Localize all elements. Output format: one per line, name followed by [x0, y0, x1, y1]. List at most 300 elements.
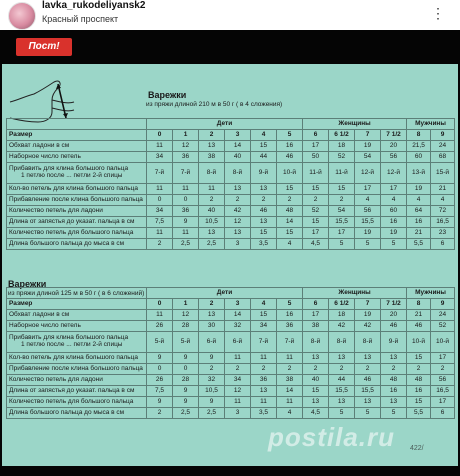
size-table-1 [6, 118, 455, 250]
cell-value: 52 [303, 206, 329, 217]
table1-size-11: 9 [431, 130, 455, 141]
cell-value: 11 [173, 228, 199, 239]
row-label-line: Кол-во петель для клина большого пальца [9, 353, 138, 361]
row-label [7, 408, 147, 419]
table1-group-blank [7, 119, 147, 130]
location-tag[interactable]: Красный проспект [42, 14, 119, 24]
cell-value: 16 [407, 217, 431, 228]
table2-group-women: Женщины [303, 288, 407, 299]
cell-value: 5 [381, 239, 407, 250]
cell-value: 15 [329, 184, 355, 195]
cell-value: 21,5 [407, 141, 431, 152]
cell-value: 13 [251, 386, 277, 397]
table1-size-1: 1 [173, 130, 199, 141]
cell-value: 24 [431, 310, 455, 321]
cell-value: 6 [431, 408, 455, 419]
cell-value: 10-й [407, 332, 431, 353]
cell-value: 4 [381, 195, 407, 206]
row-label-line: Прибавить для клина большого пальца [9, 334, 129, 342]
cell-value: 15 [251, 228, 277, 239]
cell-value: 34 [225, 375, 251, 386]
table2-size-header: Размер [7, 299, 147, 310]
cell-value: 48 [277, 206, 303, 217]
cell-value: 2 [407, 364, 431, 375]
cell-value: 5 [329, 408, 355, 419]
row-label-line: Длина большого пальца до мыса в см [9, 239, 125, 247]
cell-value: 9-й [381, 332, 407, 353]
cell-value: 9 [173, 397, 199, 408]
cell-value: 4,5 [303, 408, 329, 419]
cell-value: 18 [329, 310, 355, 321]
table-row [7, 206, 455, 217]
cell-value: 68 [431, 152, 455, 163]
cell-value: 12 [173, 310, 199, 321]
cell-value: 16 [381, 386, 407, 397]
cell-value: 42 [355, 321, 381, 332]
row-label-line: Прибавить для клина большого пальца [9, 165, 129, 173]
cell-value: 17 [381, 184, 407, 195]
cell-value: 6-й [199, 332, 225, 353]
cell-value: 2 [303, 364, 329, 375]
cell-value: 56 [355, 206, 381, 217]
cell-value: 0 [147, 195, 173, 206]
cell-value: 36 [173, 152, 199, 163]
cell-value: 54 [355, 152, 381, 163]
cell-value: 19 [355, 228, 381, 239]
cell-value: 42 [329, 321, 355, 332]
cell-value: 2,5 [173, 408, 199, 419]
cell-value: 11 [147, 228, 173, 239]
cell-value: 16,5 [431, 217, 455, 228]
cell-value: 13 [251, 184, 277, 195]
cell-value: 2 [329, 364, 355, 375]
table2-group-men: Мужчины [407, 288, 455, 299]
row-label [7, 217, 147, 228]
avatar[interactable] [8, 2, 36, 30]
cell-value: 11 [251, 353, 277, 364]
cell-value: 13 [225, 228, 251, 239]
cell-value: 5-й [173, 332, 199, 353]
cell-value: 4 [431, 195, 455, 206]
cell-value: 15,5 [329, 386, 355, 397]
table1-subtitle: из пряжи длиной 210 м в 50 г ( в 4 сложения) [146, 101, 283, 108]
cell-value: 56 [431, 375, 455, 386]
cell-value: 32 [199, 375, 225, 386]
row-label [7, 163, 147, 184]
row-label [7, 239, 147, 250]
cell-value: 7-й [173, 163, 199, 184]
row-label [7, 195, 147, 206]
row-label-line: Обхват ладони в см [9, 310, 70, 318]
cell-value: 40 [303, 375, 329, 386]
row-label-line: Наборное число петель [9, 152, 81, 160]
cell-value: 8-й [355, 332, 381, 353]
cell-value: 20 [381, 141, 407, 152]
more-options-icon[interactable]: ⋮ [431, 5, 446, 21]
cell-value: 15-й [431, 163, 455, 184]
cell-value: 14 [277, 386, 303, 397]
cell-value: 44 [251, 152, 277, 163]
cell-value: 46 [277, 152, 303, 163]
table2-size-9: 7 1/2 [381, 299, 407, 310]
table2-size-7: 6 1/2 [329, 299, 355, 310]
table1-size-10: 8 [407, 130, 431, 141]
cell-value: 21 [431, 184, 455, 195]
row-label-line: Наборное число петель [9, 321, 81, 329]
row-label [7, 141, 147, 152]
cell-value: 3,5 [251, 239, 277, 250]
cell-value: 32 [225, 321, 251, 332]
cell-value: 12 [225, 217, 251, 228]
row-label-line: Количество петель для ладони [9, 375, 103, 383]
cell-value: 34 [251, 321, 277, 332]
cell-value: 44 [329, 375, 355, 386]
cell-value: 17 [329, 228, 355, 239]
table2-size-2: 2 [199, 299, 225, 310]
table1-size-0: 0 [147, 130, 173, 141]
cell-value: 17 [431, 397, 455, 408]
cell-value: 15,5 [329, 217, 355, 228]
cell-value: 36 [277, 321, 303, 332]
cell-value: 26 [147, 321, 173, 332]
cell-value: 2 [277, 364, 303, 375]
cell-value: 11 [225, 353, 251, 364]
cell-value: 9 [173, 386, 199, 397]
cell-value: 18 [329, 141, 355, 152]
cell-value: 15 [251, 141, 277, 152]
cell-value: 15 [251, 310, 277, 321]
cell-value: 36 [173, 206, 199, 217]
cell-value: 2 [147, 408, 173, 419]
row-label-line: Обхват ладони в см [9, 141, 70, 149]
cell-value: 52 [329, 152, 355, 163]
cell-value: 28 [173, 375, 199, 386]
cell-value: 11 [147, 184, 173, 195]
cell-value: 40 [225, 152, 251, 163]
cell-value: 46 [251, 206, 277, 217]
cell-value: 16,5 [431, 386, 455, 397]
cell-value: 23 [431, 228, 455, 239]
cell-value: 12 [173, 141, 199, 152]
cell-value: 11 [147, 310, 173, 321]
row-label [7, 184, 147, 195]
cell-value: 48 [407, 375, 431, 386]
cell-value: 10-й [277, 163, 303, 184]
cell-value: 0 [147, 364, 173, 375]
cell-value: 15 [303, 217, 329, 228]
cell-value: 24 [431, 141, 455, 152]
cell-value: 15,5 [355, 386, 381, 397]
post-header [0, 0, 460, 30]
cell-value: 17 [431, 353, 455, 364]
table2-size-3: 3 [225, 299, 251, 310]
cell-value: 13 [355, 353, 381, 364]
cell-value: 2 [303, 195, 329, 206]
cell-value: 48 [381, 375, 407, 386]
table-row [7, 228, 455, 239]
size-table-2 [6, 287, 455, 419]
table1-size-2: 2 [199, 130, 225, 141]
cell-value: 8-й [225, 163, 251, 184]
cell-value: 13 [225, 184, 251, 195]
row-label [7, 364, 147, 375]
cell-value: 56 [381, 152, 407, 163]
cell-value: 14 [277, 217, 303, 228]
table-row [7, 163, 455, 184]
cell-value: 15 [303, 184, 329, 195]
cell-value: 2 [225, 364, 251, 375]
cell-value: 38 [277, 375, 303, 386]
cell-value: 26 [147, 375, 173, 386]
cell-value: 2 [225, 195, 251, 206]
cell-value: 9 [199, 397, 225, 408]
table1-size-7: 6 1/2 [329, 130, 355, 141]
cell-value: 3 [225, 408, 251, 419]
post-badge: Пост! [16, 38, 72, 56]
cell-value: 4 [277, 239, 303, 250]
cell-value: 30 [199, 321, 225, 332]
cell-value: 15 [303, 386, 329, 397]
cell-value: 34 [147, 206, 173, 217]
cell-value: 13 [303, 353, 329, 364]
cell-value: 11 [251, 397, 277, 408]
cell-value: 2 [199, 195, 225, 206]
table1-title: Варежки [148, 90, 187, 100]
cell-value: 28 [173, 321, 199, 332]
table2-subtitle: из пряжи длиной 125 м в 50 г ( в 6 сложений) [8, 290, 145, 297]
cell-value: 7,5 [147, 386, 173, 397]
row-label-line: Кол-во петель для клина большого пальца [9, 184, 138, 192]
cell-value: 9 [173, 217, 199, 228]
cell-value: 2 [199, 364, 225, 375]
row-label [7, 397, 147, 408]
table1-group-men: Мужчины [407, 119, 455, 130]
cell-value: 72 [431, 206, 455, 217]
row-label [7, 152, 147, 163]
table-row [7, 386, 455, 397]
cell-value: 8-й [303, 332, 329, 353]
cell-value: 16 [407, 386, 431, 397]
cell-value: 19 [407, 184, 431, 195]
row-label [7, 228, 147, 239]
cell-value: 9 [147, 353, 173, 364]
cell-value: 17 [303, 310, 329, 321]
table2-group-blank [7, 288, 147, 299]
cell-value: 8-й [329, 332, 355, 353]
cell-value: 60 [381, 206, 407, 217]
cell-value: 21 [407, 310, 431, 321]
cell-value: 9 [199, 353, 225, 364]
cell-value: 14 [225, 310, 251, 321]
table2-size-11: 9 [431, 299, 455, 310]
cell-value: 9 [147, 397, 173, 408]
cell-value: 40 [199, 206, 225, 217]
cell-value: 15 [277, 184, 303, 195]
cell-value: 38 [199, 152, 225, 163]
table-row [7, 217, 455, 228]
row-label-line: Длина от запястья до указат. пальца в см [9, 386, 135, 394]
cell-value: 34 [147, 152, 173, 163]
table2-title: Варежки [8, 279, 47, 289]
row-label-line: Прибавление после клина большого пальца [9, 195, 143, 203]
table-row [7, 332, 455, 353]
cell-value: 0 [173, 364, 199, 375]
table-row [7, 353, 455, 364]
username[interactable]: lavka_rukodeliyansk2 [42, 0, 146, 11]
table1-group-children: Дети [147, 119, 303, 130]
cell-value: 13 [329, 353, 355, 364]
row-label [7, 206, 147, 217]
cell-value: 5 [355, 408, 381, 419]
cell-value: 7,5 [147, 217, 173, 228]
cell-value: 13 [251, 217, 277, 228]
cell-value: 11 [277, 397, 303, 408]
cell-value: 5-й [147, 332, 173, 353]
cell-value: 16 [277, 141, 303, 152]
row-label-line: Количество петель для ладони [9, 206, 103, 214]
cell-value: 7-й [147, 163, 173, 184]
cell-value: 2,5 [173, 239, 199, 250]
cell-value: 11-й [329, 163, 355, 184]
cell-value: 11-й [303, 163, 329, 184]
cell-value: 10,5 [199, 217, 225, 228]
table-row [7, 184, 455, 195]
table-row [7, 239, 455, 250]
cell-value: 3 [225, 239, 251, 250]
cell-value: 7-й [277, 332, 303, 353]
row-label-line2: 1 петлю после ... петли 2-й спицы [21, 172, 123, 179]
table2-size-8: 7 [355, 299, 381, 310]
cell-value: 2 [147, 239, 173, 250]
cell-value: 13 [199, 141, 225, 152]
cell-value: 6 [431, 239, 455, 250]
table1-size-8: 7 [355, 130, 381, 141]
cell-value: 15 [407, 397, 431, 408]
table-row [7, 310, 455, 321]
cell-value: 17 [355, 184, 381, 195]
table-row [7, 321, 455, 332]
cell-value: 19 [381, 228, 407, 239]
cell-value: 52 [431, 321, 455, 332]
cell-value: 11 [199, 184, 225, 195]
table-row [7, 152, 455, 163]
cell-value: 46 [407, 321, 431, 332]
table2-size-10: 8 [407, 299, 431, 310]
cell-value: 13 [329, 397, 355, 408]
cell-value: 17 [303, 228, 329, 239]
table-row [7, 397, 455, 408]
table2-size-5: 5 [277, 299, 303, 310]
watermark-code: 422/ [410, 445, 424, 452]
cell-value: 5 [329, 239, 355, 250]
table2-size-6: 6 [303, 299, 329, 310]
row-label [7, 375, 147, 386]
cell-value: 14 [225, 141, 251, 152]
cell-value: 5 [355, 239, 381, 250]
cell-value: 8-й [199, 163, 225, 184]
row-label [7, 332, 147, 353]
cell-value: 11 [147, 141, 173, 152]
cell-value: 54 [329, 206, 355, 217]
cell-value: 13 [199, 228, 225, 239]
row-label-line: Количество петель для большого пальца [9, 228, 134, 236]
row-label-line: Прибавление после клина большого пальца [9, 364, 143, 372]
cell-value: 7-й [251, 332, 277, 353]
cell-value: 60 [407, 152, 431, 163]
cell-value: 13 [381, 397, 407, 408]
cell-value: 12 [225, 386, 251, 397]
cell-value: 19 [355, 310, 381, 321]
table1-size-3: 3 [225, 130, 251, 141]
cell-value: 2,5 [199, 239, 225, 250]
cell-value: 4,5 [303, 239, 329, 250]
row-label-line2: 1 петлю после ... петли 2-й спицы [21, 341, 123, 348]
cell-value: 17 [303, 141, 329, 152]
cell-value: 19 [355, 141, 381, 152]
cell-value: 13-й [407, 163, 431, 184]
cell-value: 6-й [225, 332, 251, 353]
cell-value: 13 [303, 397, 329, 408]
table1-size-4: 4 [251, 130, 277, 141]
row-label [7, 353, 147, 364]
cell-value: 2,5 [199, 408, 225, 419]
table2-size-4: 4 [251, 299, 277, 310]
cell-value: 50 [303, 152, 329, 163]
table2-size-0: 0 [147, 299, 173, 310]
cell-value: 13 [355, 397, 381, 408]
table-row [7, 408, 455, 419]
row-label-line: Длина большого пальца до мыса в см [9, 408, 125, 416]
table2-size-1: 1 [173, 299, 199, 310]
cell-value: 13 [199, 310, 225, 321]
cell-value: 9-й [251, 163, 277, 184]
cell-value: 9 [173, 353, 199, 364]
cell-value: 15,5 [355, 217, 381, 228]
cell-value: 4 [407, 195, 431, 206]
cell-value: 38 [303, 321, 329, 332]
cell-value: 10-й [431, 332, 455, 353]
table1-group-women: Женщины [303, 119, 407, 130]
cell-value: 16 [277, 310, 303, 321]
cell-value: 20 [381, 310, 407, 321]
row-label-line: Количество петель для большого пальца [9, 397, 134, 405]
cell-value: 12-й [381, 163, 407, 184]
table2-group-children: Дети [147, 288, 303, 299]
cell-value: 4 [277, 408, 303, 419]
cell-value: 5,5 [407, 239, 431, 250]
row-label [7, 321, 147, 332]
cell-value: 36 [251, 375, 277, 386]
table-row [7, 141, 455, 152]
cell-value: 11 [277, 353, 303, 364]
cell-value: 2 [251, 364, 277, 375]
row-label-line: Длина от запястья до указат. пальца в см [9, 217, 135, 225]
cell-value: 64 [407, 206, 431, 217]
cell-value: 42 [225, 206, 251, 217]
table1-size-5: 5 [277, 130, 303, 141]
cell-value: 46 [381, 321, 407, 332]
cell-value: 15 [277, 228, 303, 239]
watermark: postila.ru [268, 422, 396, 452]
cell-value: 16 [381, 217, 407, 228]
row-label [7, 386, 147, 397]
cell-value: 10,5 [199, 386, 225, 397]
row-label [7, 310, 147, 321]
cell-value: 11 [173, 184, 199, 195]
cell-value: 2 [329, 195, 355, 206]
cell-value: 46 [355, 375, 381, 386]
cell-value: 13 [381, 353, 407, 364]
